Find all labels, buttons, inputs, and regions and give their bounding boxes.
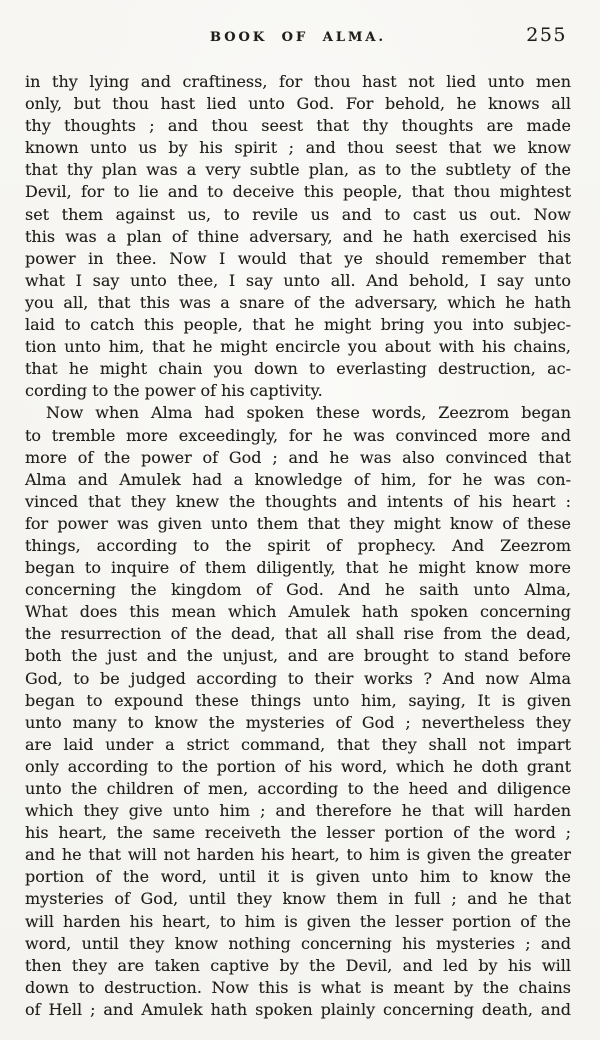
text-line: What does this mean which Amulek hath spoken concerning (25, 602, 571, 622)
running-head-title: BOOK OF ALMA. (209, 30, 386, 45)
text-line: that thy plan was a very subtle plan, as to the subtlety of the (25, 160, 571, 180)
text-line: word, until they know nothing concerning his mysteries ; and (25, 933, 571, 953)
text-line: God, to be judged according to their works ? And now Alma (25, 668, 571, 688)
text-line: only, but thou hast lied unto God. For behold, he knows all (25, 94, 571, 114)
text-line: which they give unto him ; and therefore he that will harden (25, 801, 571, 821)
text-line: Now when Alma had spoken these words, Zeezrom began (46, 403, 571, 423)
text-line: then they are taken captive by the Devil, and led by his will (25, 955, 571, 975)
text-line: set them against us, to revile us and to cast us out. Now (25, 204, 571, 224)
text-line: to tremble more exceedingly, for he was convinced more and (25, 425, 571, 445)
text-line: power in thee. Now I would that ye should remember that (25, 248, 571, 268)
text-line: will harden his heart, to him is given the lesser portion of the (25, 911, 571, 931)
text-line: Alma and Amulek had a knowledge of him, for he was con- (25, 469, 571, 489)
paragraph-2 (25, 402, 571, 1021)
text-line: are laid under a strict command, that they shall not impart (25, 734, 571, 754)
text-line: unto many to know the mysteries of God ; nevertheless they (25, 712, 571, 732)
text-line: began to inquire of them diligently, that he might know more (25, 558, 571, 578)
text-line: known unto us by his spirit ; and thou seest that we know (25, 138, 571, 158)
text-line: more of the power of God ; and he was also convinced that (25, 447, 571, 467)
text-line: concerning the kingdom of God. And he saith unto Alma, (25, 580, 571, 600)
text-line: cording to the power of his captivity. (25, 381, 323, 401)
page-body (25, 71, 571, 1021)
text-line: things, according to the spirit of prophecy. And Zeezrom (25, 535, 571, 555)
text-line: only according to the portion of his word, which he doth grant (25, 756, 571, 776)
text-line: mysteries of God, until they know them in full ; and he that (25, 889, 571, 909)
text-line: tion unto him, that he might encircle you about with his chains, (25, 337, 571, 357)
text-line: Devil, for to lie and to deceive this people, that thou mightest (25, 182, 571, 202)
text-line: and he that will not harden his heart, to him is given the greater (25, 845, 571, 865)
text-line: the resurrection of the dead, that all shall rise from the dead, (25, 624, 571, 644)
text-line: vinced that they knew the thoughts and intents of his heart : (25, 491, 571, 511)
text-line: this was a plan of thine adversary, and he hath exercised his (25, 226, 571, 246)
text-line: portion of the word, until it is given unto him to know the (25, 867, 571, 887)
text-line: both the just and the unjust, and are brought to stand before (25, 646, 571, 666)
text-line: unto the children of men, according to the heed and diligence (25, 779, 571, 798)
text-line: you all, that this was a snare of the adversary, which he hath (25, 292, 571, 312)
text-line: began to expound these things unto him, saying, It is given (25, 690, 571, 710)
text-line: that he might chain you down to everlasting destruction, ac- (25, 359, 571, 379)
text-line: laid to catch this people, that he might bring you into subjec- (25, 315, 571, 335)
text-line: thy thoughts ; and thou seest that thy thoughts are made (25, 116, 571, 136)
text-line: his heart, the same receiveth the lesser portion of the word ; (25, 823, 571, 843)
text-line: what I say unto thee, I say unto all. And behold, I say unto (25, 270, 571, 290)
paragraph-1 (25, 71, 571, 402)
text-line: down to destruction. Now this is what is meant by the chains (25, 977, 571, 997)
page-number: 255 (526, 24, 567, 46)
text-line: in thy lying and craftiness, for thou hast not lied unto men (25, 72, 571, 91)
running-head (25, 24, 571, 48)
text-line: for power was given unto them that they might know of these (25, 513, 571, 533)
text-line: of Hell ; and Amulek hath spoken plainly concerning death, and (25, 999, 571, 1019)
